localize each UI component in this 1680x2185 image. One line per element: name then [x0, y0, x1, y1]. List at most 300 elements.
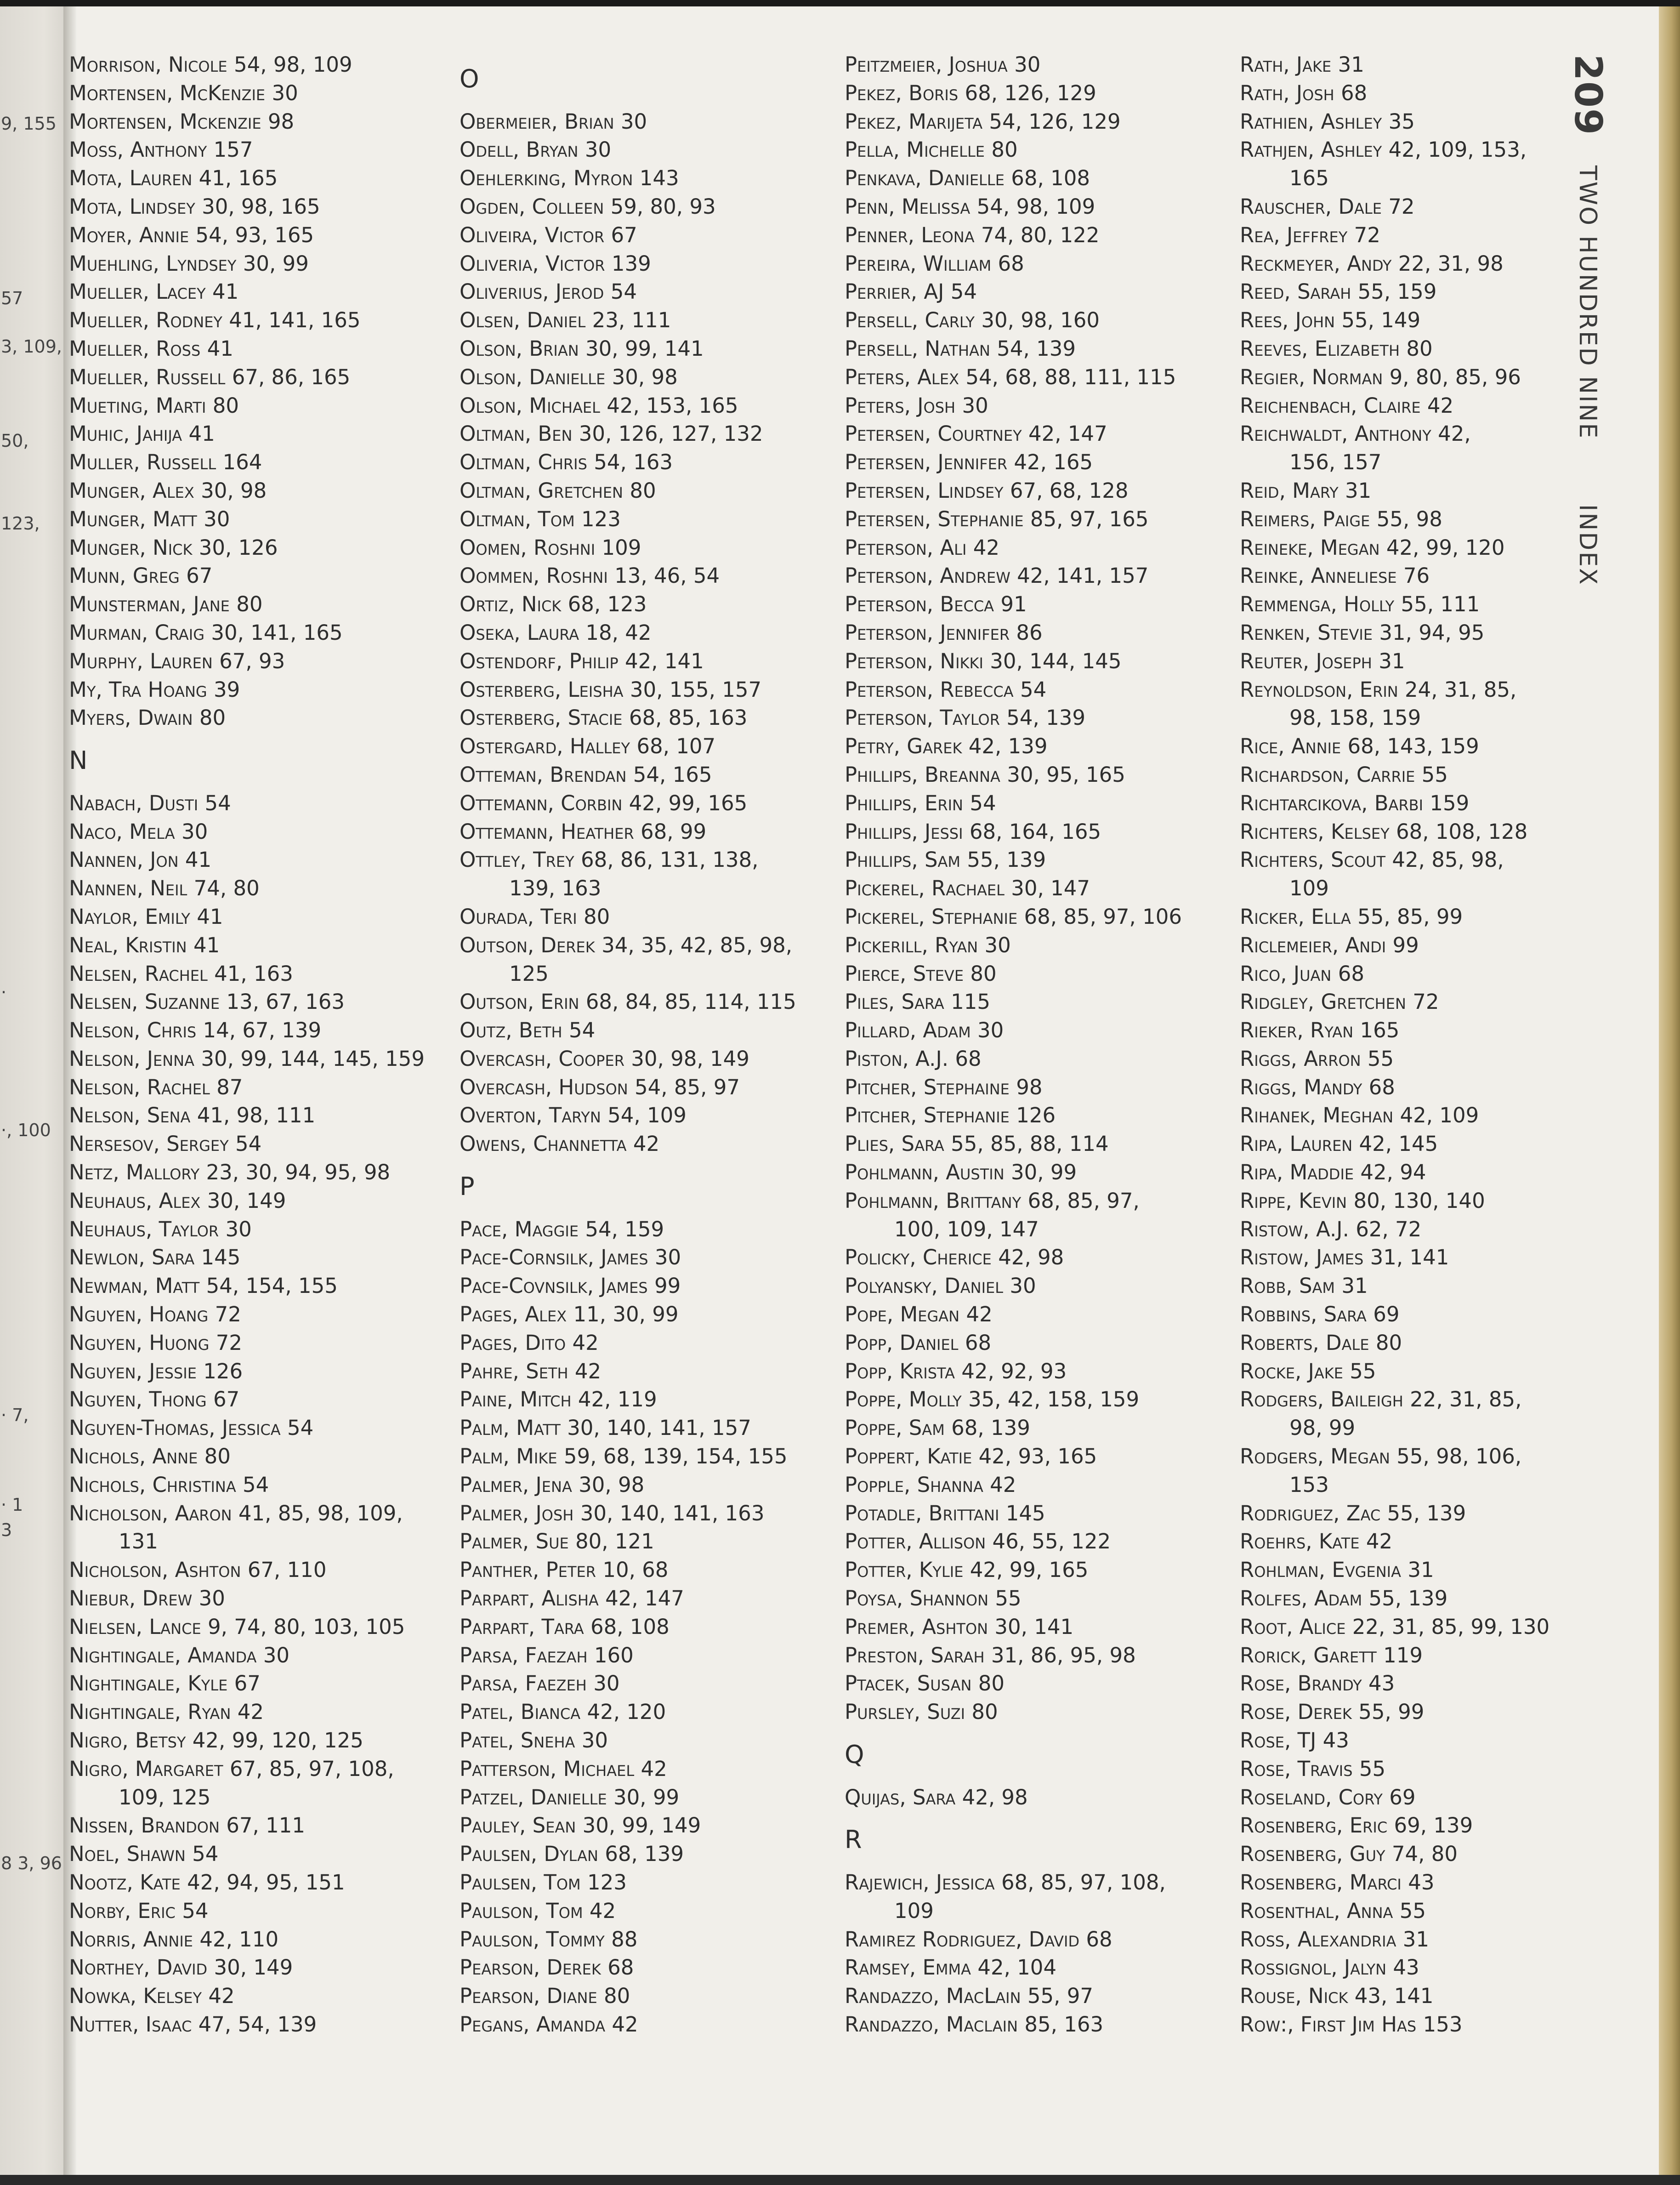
- index-entry: [460, 1442, 796, 1471]
- index-entry: [69, 79, 425, 108]
- entry-name: Roberts, Dale: [1240, 1330, 1369, 1355]
- index-entry: [460, 278, 796, 306]
- entry-name: Peterson, Nikki: [845, 649, 983, 673]
- entry-pages: 74, 80: [193, 876, 260, 901]
- entry-name: Parpart, Tara: [460, 1614, 584, 1639]
- entry-name: Patel, Bianca: [460, 1700, 581, 1724]
- entry-name: Rathien, Ashley: [1240, 109, 1382, 134]
- entry-name: Rathjen, Ashley: [1240, 137, 1382, 162]
- entry-name: Pitcher, Stephaine: [845, 1075, 1010, 1099]
- index-entry: [845, 1300, 1182, 1329]
- index-entry: [460, 1414, 796, 1442]
- index-entry: [845, 505, 1182, 534]
- section-letter: Q: [845, 1740, 864, 1770]
- entry-name: Oommen, Roshni: [460, 563, 608, 588]
- entry-pages: 42, 85, 98,: [1392, 848, 1504, 872]
- entry-name: Pillard, Adam: [845, 1018, 971, 1043]
- entry-pages: 30: [204, 506, 230, 531]
- entry-pages: 68, 86, 131, 138,: [580, 848, 759, 872]
- entry-name: Randazzo, MacLain: [845, 1984, 1021, 2009]
- entry-pages: 74, 80, 122: [981, 222, 1100, 247]
- entry-pages: 72: [1388, 194, 1415, 219]
- index-entry: [1240, 79, 1549, 108]
- entry-pages: 54, 139: [997, 336, 1076, 361]
- entry-pages: 88: [611, 1927, 638, 1952]
- entry-pages: 24, 31, 85,: [1405, 677, 1517, 702]
- index-entry: [1240, 846, 1549, 874]
- entry-name: Reid, Mary: [1240, 478, 1339, 503]
- entry-name: Panther, Peter: [460, 1558, 596, 1582]
- entry-name: Pegans, Amanda: [460, 2012, 606, 2037]
- entry-pages: 68: [1368, 1075, 1395, 1099]
- entry-pages: 41, 165: [199, 166, 278, 191]
- entry-pages: 68, 108, 128: [1396, 819, 1528, 844]
- entry-pages: 30, 98: [579, 1472, 645, 1497]
- entry-pages: 30: [654, 1245, 681, 1270]
- index-entry: [69, 1130, 425, 1158]
- entry-pages: 115: [951, 990, 991, 1014]
- index-entry: [69, 1045, 425, 1073]
- index-entry: [460, 136, 796, 164]
- entry-pages: 68, 143, 159: [1347, 734, 1479, 759]
- entry-pages-continued: 98, 99: [1289, 1416, 1356, 1440]
- entry-pages: 54: [610, 279, 637, 304]
- entry-name: Reinke, Anneliese: [1240, 563, 1397, 588]
- entry-name: Rose, Travis: [1240, 1756, 1353, 1781]
- entry-pages: 159: [1430, 791, 1470, 815]
- index-entry: [69, 1641, 425, 1670]
- entry-name: Olson, Michael: [460, 393, 600, 418]
- entry-pages: 80: [971, 1700, 998, 1724]
- entry-pages: 42, 119: [578, 1387, 657, 1412]
- entry-name: Pahre, Seth: [460, 1359, 568, 1383]
- entry-pages: 68, 85, 97,: [1027, 1188, 1140, 1213]
- index-entry: [1240, 676, 1549, 704]
- index-entry: [460, 250, 796, 278]
- entry-pages: 99: [1392, 933, 1419, 957]
- entry-pages: 42, 99, 165: [629, 791, 748, 815]
- entry-name: Remmenga, Holly: [1240, 592, 1395, 617]
- entry-pages: 67, 85, 97, 108,: [229, 1756, 394, 1781]
- entry-pages: 31, 86, 95, 98: [991, 1643, 1136, 1667]
- entry-pages: 30, 126: [199, 535, 278, 560]
- entry-name: Reeves, Elizabeth: [1240, 336, 1400, 361]
- entry-name: Potadle, Brittani: [845, 1501, 999, 1525]
- entry-pages: 34, 35, 42, 85, 98,: [602, 933, 793, 957]
- entry-name: Nelson, Rachel: [69, 1075, 210, 1099]
- index-entry: [460, 448, 796, 477]
- entry-pages: 42: [633, 1132, 660, 1156]
- entry-pages: 98: [1016, 1075, 1043, 1099]
- index-entry: [69, 477, 425, 505]
- entry-name: Peters, Josh: [845, 393, 956, 418]
- entry-pages: 41, 85, 98, 109,: [238, 1501, 403, 1525]
- entry-name: Ross, Alexandria: [1240, 1927, 1396, 1952]
- entry-pages: 67, 68, 128: [1010, 478, 1129, 503]
- entry-pages: 30, 144, 145: [990, 649, 1122, 673]
- entry-pages: 43: [1322, 1728, 1349, 1753]
- index-entry: [69, 221, 425, 250]
- index-entry: [460, 221, 796, 250]
- entry-pages: 43: [1408, 1870, 1435, 1895]
- entry-name: Riggs, Arron: [1240, 1046, 1361, 1071]
- index-entry: [1240, 392, 1549, 420]
- entry-name: Rose, Derek: [1240, 1700, 1352, 1724]
- index-entry: [845, 1499, 1182, 1528]
- index-entry: [845, 51, 1182, 79]
- entry-name: Noel, Shawn: [69, 1842, 186, 1866]
- entry-name: Row:, First Jim Has: [1240, 2012, 1417, 2037]
- entry-name: Nightingale, Kyle: [69, 1671, 228, 1696]
- entry-name: Riclemeier, Andi: [1240, 933, 1386, 957]
- entry-pages: 30: [181, 819, 208, 844]
- entry-name: Popple, Shanna: [845, 1472, 983, 1497]
- entry-name: Quijas, Sara: [845, 1785, 956, 1809]
- entry-pages: 30, 95, 165: [1007, 762, 1125, 787]
- entry-name: Nissen, Brandon: [69, 1813, 220, 1838]
- entry-name: Patel, Sneha: [460, 1728, 575, 1753]
- entry-pages: 54: [204, 791, 231, 815]
- entry-pages: 30, 141, 165: [211, 620, 343, 645]
- entry-pages: 55, 97: [1027, 1984, 1093, 2009]
- entry-pages: 126: [1016, 1103, 1056, 1128]
- entry-name: Ourada, Teri: [460, 904, 577, 929]
- facing-page-fragment: 3, 109,: [1, 336, 62, 357]
- entry-pages: 42, 145: [1359, 1132, 1438, 1156]
- entry-name: Ristow, A.J.: [1240, 1217, 1349, 1241]
- facing-page-fragment: ·, 100: [1, 1120, 51, 1140]
- entry-pages: 42, 93, 165: [978, 1444, 1097, 1469]
- top-edge: [0, 0, 1680, 6]
- entry-name: Ripa, Maddie: [1240, 1160, 1354, 1185]
- entry-pages: 80: [603, 1984, 630, 2009]
- index-entry: [1240, 1385, 1549, 1414]
- index-entry: [1240, 505, 1549, 534]
- index-entry: [1240, 335, 1549, 363]
- index-entry: [1240, 1158, 1549, 1187]
- index-entry: [69, 903, 425, 931]
- index-entry: [460, 931, 796, 960]
- entry-name: Mortensen, McKenzie: [69, 80, 266, 105]
- entry-pages: 42,: [1438, 421, 1471, 446]
- index-entry: [1240, 136, 1549, 164]
- entry-pages: 42, 99, 120: [1386, 535, 1505, 560]
- entry-pages: 42: [237, 1700, 264, 1724]
- page-number: 209: [1566, 54, 1610, 136]
- index-entry: [460, 676, 796, 704]
- entry-name: Pohlmann, Brittany: [845, 1188, 1022, 1213]
- entry-pages: 30, 98, 149: [631, 1046, 749, 1071]
- index-entry: [1240, 960, 1549, 988]
- entry-pages: 11, 30, 99: [573, 1302, 679, 1327]
- entry-name: Reichenbach, Claire: [1240, 393, 1421, 418]
- facing-page-fragment: 57: [1, 288, 23, 308]
- index-entry: [845, 1925, 1182, 1954]
- entry-pages: 42: [966, 1302, 993, 1327]
- entry-name: Phillips, Jessi: [845, 819, 963, 844]
- entry-pages: 55, 98, 106,: [1396, 1444, 1522, 1469]
- index-entry: [1240, 1045, 1549, 1073]
- entry-name: Rath, Josh: [1240, 80, 1334, 105]
- index-entry: [1240, 1669, 1549, 1698]
- index-entry: [845, 392, 1182, 420]
- entry-name: Overton, Taryn: [460, 1103, 601, 1128]
- entry-pages: 68: [955, 1046, 982, 1071]
- entry-pages: 35: [1388, 109, 1415, 134]
- entry-name: Neuhaus, Alex: [69, 1188, 201, 1213]
- entry-pages: 31: [1402, 1927, 1430, 1952]
- entry-pages: 18, 42: [585, 620, 652, 645]
- entry-pages: 54, 98, 109: [976, 194, 1095, 219]
- entry-name: Roehrs, Kate: [1240, 1529, 1360, 1554]
- entry-pages: 55: [1367, 1046, 1394, 1071]
- index-entry: [1240, 420, 1549, 448]
- entry-pages: 30, 98: [612, 364, 678, 389]
- entry-name: Nigro, Margaret: [69, 1756, 223, 1781]
- entry-name: Nelson, Jenna: [69, 1046, 195, 1071]
- index-entry: [845, 846, 1182, 874]
- index-entry: [69, 931, 425, 960]
- index-entry: [1240, 1329, 1549, 1357]
- entry-name: Rico, Juan: [1240, 961, 1332, 986]
- entry-name: Muhic, Jahija: [69, 421, 182, 446]
- entry-name: Murman, Craig: [69, 620, 205, 645]
- entry-pages: 54, 68, 88, 111, 115: [965, 364, 1176, 389]
- index-entry: [69, 1442, 425, 1471]
- entry-name: Rolfes, Adam: [1240, 1586, 1362, 1611]
- index-entry: [1240, 1641, 1549, 1670]
- entry-pages: 123: [581, 506, 621, 531]
- index-entry: [460, 1868, 796, 1897]
- index-entry: [69, 818, 425, 846]
- entry-name: Rosenberg, Marci: [1240, 1870, 1402, 1895]
- entry-pages: 68: [607, 1955, 634, 1980]
- entry-name: Pages, Alex: [460, 1302, 567, 1327]
- entry-pages: 59, 80, 93: [610, 194, 716, 219]
- index-entry: [1240, 51, 1549, 79]
- entry-pages: 119: [1383, 1643, 1423, 1667]
- entry-pages: 85, 97, 165: [1030, 506, 1149, 531]
- entry-pages: 47, 54, 139: [198, 2012, 317, 2037]
- entry-name: Richters, Kelsey: [1240, 819, 1390, 844]
- entry-pages: 72: [216, 1330, 242, 1355]
- entry-pages: 109: [602, 535, 641, 560]
- index-entry: [845, 1045, 1182, 1073]
- entry-pages: 42, 141, 157: [1017, 563, 1149, 588]
- entry-pages: 55, 98: [1376, 506, 1442, 531]
- entry-name: Poppert, Katie: [845, 1444, 972, 1469]
- entry-name: Rorick, Garett: [1240, 1643, 1377, 1667]
- index-entry: [460, 732, 796, 761]
- index-entry: [69, 1187, 425, 1215]
- entry-pages: 30: [585, 137, 612, 162]
- index-entry: [460, 1556, 796, 1584]
- entry-name: Pella, Michelle: [845, 137, 985, 162]
- index-entry: [69, 392, 425, 420]
- entry-pages: 30, 99: [243, 251, 309, 276]
- entry-pages: 80, 121: [575, 1529, 654, 1554]
- index-entry: [1240, 534, 1549, 562]
- index-entry: [69, 1300, 425, 1329]
- index-entry: [460, 1840, 796, 1868]
- entry-name: Pickerill, Ryan: [845, 933, 978, 957]
- index-entry: [460, 1811, 796, 1840]
- entry-name: Ottley, Trey: [460, 848, 574, 872]
- index-entry: [1240, 1982, 1549, 2010]
- entry-pages-continued: 109, 125: [119, 1785, 211, 1809]
- entry-name: Naylor, Emily: [69, 904, 190, 929]
- entry-pages-continued: 98, 158, 159: [1289, 706, 1421, 730]
- entry-pages: 31: [1338, 52, 1364, 77]
- entry-pages: 55, 139: [1368, 1586, 1448, 1611]
- index-entry: [69, 1755, 425, 1783]
- index-entry: [460, 1527, 796, 1556]
- index-entry: [1240, 1442, 1549, 1471]
- entry-name: Oseka, Laura: [460, 620, 579, 645]
- index-entry: [69, 250, 425, 278]
- index-entry: [1240, 1897, 1549, 1925]
- index-entry: [460, 1726, 796, 1755]
- entry-pages: 165: [1360, 1018, 1400, 1043]
- entry-name: Rocke, Jake: [1240, 1359, 1343, 1383]
- index-entry: [1240, 647, 1549, 676]
- entry-pages: 42, 153, 165: [607, 393, 738, 418]
- entry-pages: 80, 130, 140: [1353, 1188, 1485, 1213]
- entry-pages: 42: [589, 1898, 616, 1923]
- entry-name: Preston, Sarah: [845, 1643, 985, 1667]
- index-entry: [1240, 1101, 1549, 1130]
- index-entry: [69, 1556, 425, 1584]
- entry-name: Nelson, Sena: [69, 1103, 191, 1128]
- entry-name: Poppe, Molly: [845, 1387, 962, 1412]
- entry-pages: 68, 107: [636, 734, 716, 759]
- index-entry: [845, 874, 1182, 903]
- entry-pages: 42: [572, 1330, 599, 1355]
- index-entry: [1240, 1811, 1549, 1840]
- index-entry: [845, 1272, 1182, 1300]
- index-entry: [69, 676, 425, 704]
- entry-name: Poysa, Shannon: [845, 1586, 989, 1611]
- entry-pages: 43, 141: [1354, 1984, 1434, 2009]
- index-entry: [460, 1045, 796, 1073]
- entry-pages: 55: [1421, 762, 1448, 787]
- entry-pages: 30, 99: [1010, 1160, 1077, 1185]
- entry-name: Nannen, Jon: [69, 848, 179, 872]
- entry-pages: 43: [1393, 1955, 1419, 1980]
- index-entry: [460, 1016, 796, 1045]
- index-entry: [845, 278, 1182, 306]
- entry-pages: 68, 126, 129: [965, 80, 1096, 105]
- entry-name: Nutter, Isaac: [69, 2012, 192, 2037]
- entry-pages: 31: [1341, 1274, 1368, 1298]
- entry-pages: 22, 31, 98: [1398, 251, 1504, 276]
- entry-name: Reuter, Joseph: [1240, 649, 1372, 673]
- index-entry: [845, 221, 1182, 250]
- entry-pages: 42, 110: [199, 1927, 279, 1952]
- entry-name: Peterson, Jennifer: [845, 620, 1010, 645]
- entry-pages: 42: [612, 2012, 638, 2037]
- entry-name: Regier, Norman: [1240, 364, 1383, 389]
- entry-name: Odell, Bryan: [460, 137, 579, 162]
- index-entry: [1240, 1357, 1549, 1386]
- entry-pages-continued: 131: [119, 1529, 158, 1554]
- index-entry: [69, 1357, 425, 1386]
- entry-name: Outz, Beth: [460, 1018, 562, 1043]
- entry-pages: 41: [197, 904, 223, 929]
- entry-name: Naco, Mela: [69, 819, 175, 844]
- entry-name: Nguyen, Thong: [69, 1387, 207, 1412]
- entry-name: Peterson, Ali: [845, 535, 967, 560]
- entry-pages: 30, 149: [214, 1955, 293, 1980]
- entry-name: Parsa, Faezeh: [460, 1671, 587, 1696]
- entry-name: Norby, Eric: [69, 1898, 176, 1923]
- entry-pages: 80: [199, 706, 226, 730]
- entry-name: My, Tra Hoang: [69, 677, 207, 702]
- index-entry: [1240, 903, 1549, 931]
- entry-name: Nielsen, Lance: [69, 1614, 201, 1639]
- index-entry: [69, 1726, 425, 1755]
- entry-name: Moyer, Annie: [69, 222, 189, 247]
- entry-pages: 30, 99: [613, 1785, 680, 1809]
- index-entry: [845, 136, 1182, 164]
- entry-pages: 164: [222, 450, 262, 475]
- entry-name: Pace-Cornsilk, James: [460, 1245, 648, 1270]
- entry-name: Nigro, Betsy: [69, 1728, 186, 1753]
- entry-name: Munger, Nick: [69, 535, 193, 560]
- entry-name: Rodgers, Baileigh: [1240, 1387, 1403, 1412]
- index-column-3: [845, 51, 1182, 2039]
- entry-name: Peterson, Becca: [845, 592, 994, 617]
- index-entry: [845, 1953, 1182, 1982]
- index-entry: [69, 1953, 425, 1982]
- entry-pages: 31: [1408, 1558, 1434, 1582]
- entry-name: Peterson, Rebecca: [845, 677, 1014, 702]
- entry-name: Ridgley, Gretchen: [1240, 990, 1406, 1014]
- index-entry: [1240, 306, 1549, 335]
- index-entry: [460, 2010, 796, 2039]
- entry-name: Petersen, Stephanie: [845, 506, 1024, 531]
- entry-pages: 30: [977, 1018, 1004, 1043]
- entry-pages: 55, 139: [967, 848, 1046, 872]
- entry-pages: 68, 139: [951, 1416, 1030, 1440]
- entry-pages: 68, 85, 97, 108,: [1001, 1870, 1166, 1895]
- entry-name: Rose, TJ: [1240, 1728, 1317, 1753]
- entry-name: Parsa, Faezah: [460, 1643, 588, 1667]
- entry-pages: 68, 139: [605, 1842, 684, 1866]
- index-entry: [69, 789, 425, 818]
- entry-name: Mueller, Lacey: [69, 279, 206, 304]
- entry-name: Reynoldson, Erin: [1240, 677, 1398, 702]
- index-entry: [69, 1073, 425, 1102]
- index-entry: [1240, 193, 1549, 221]
- index-entry: [460, 562, 796, 590]
- entry-name: Paulsen, Tom: [460, 1870, 581, 1895]
- entry-pages: 42, 98: [998, 1245, 1064, 1270]
- index-entry: [460, 1130, 796, 1158]
- index-entry: [845, 79, 1182, 108]
- index-entry: [845, 1613, 1182, 1641]
- entry-name: Phillips, Erin: [845, 791, 963, 815]
- index-entry: [1240, 477, 1549, 505]
- entry-pages: 41: [188, 421, 215, 446]
- entry-name: Popp, Daniel: [845, 1330, 959, 1355]
- index-entry: [845, 1641, 1182, 1670]
- entry-pages: 54: [950, 279, 977, 304]
- index-entry: [845, 1982, 1182, 2010]
- index-entry: [845, 676, 1182, 704]
- index-entry: [845, 1073, 1182, 1102]
- entry-pages: 30, 98, 165: [202, 194, 320, 219]
